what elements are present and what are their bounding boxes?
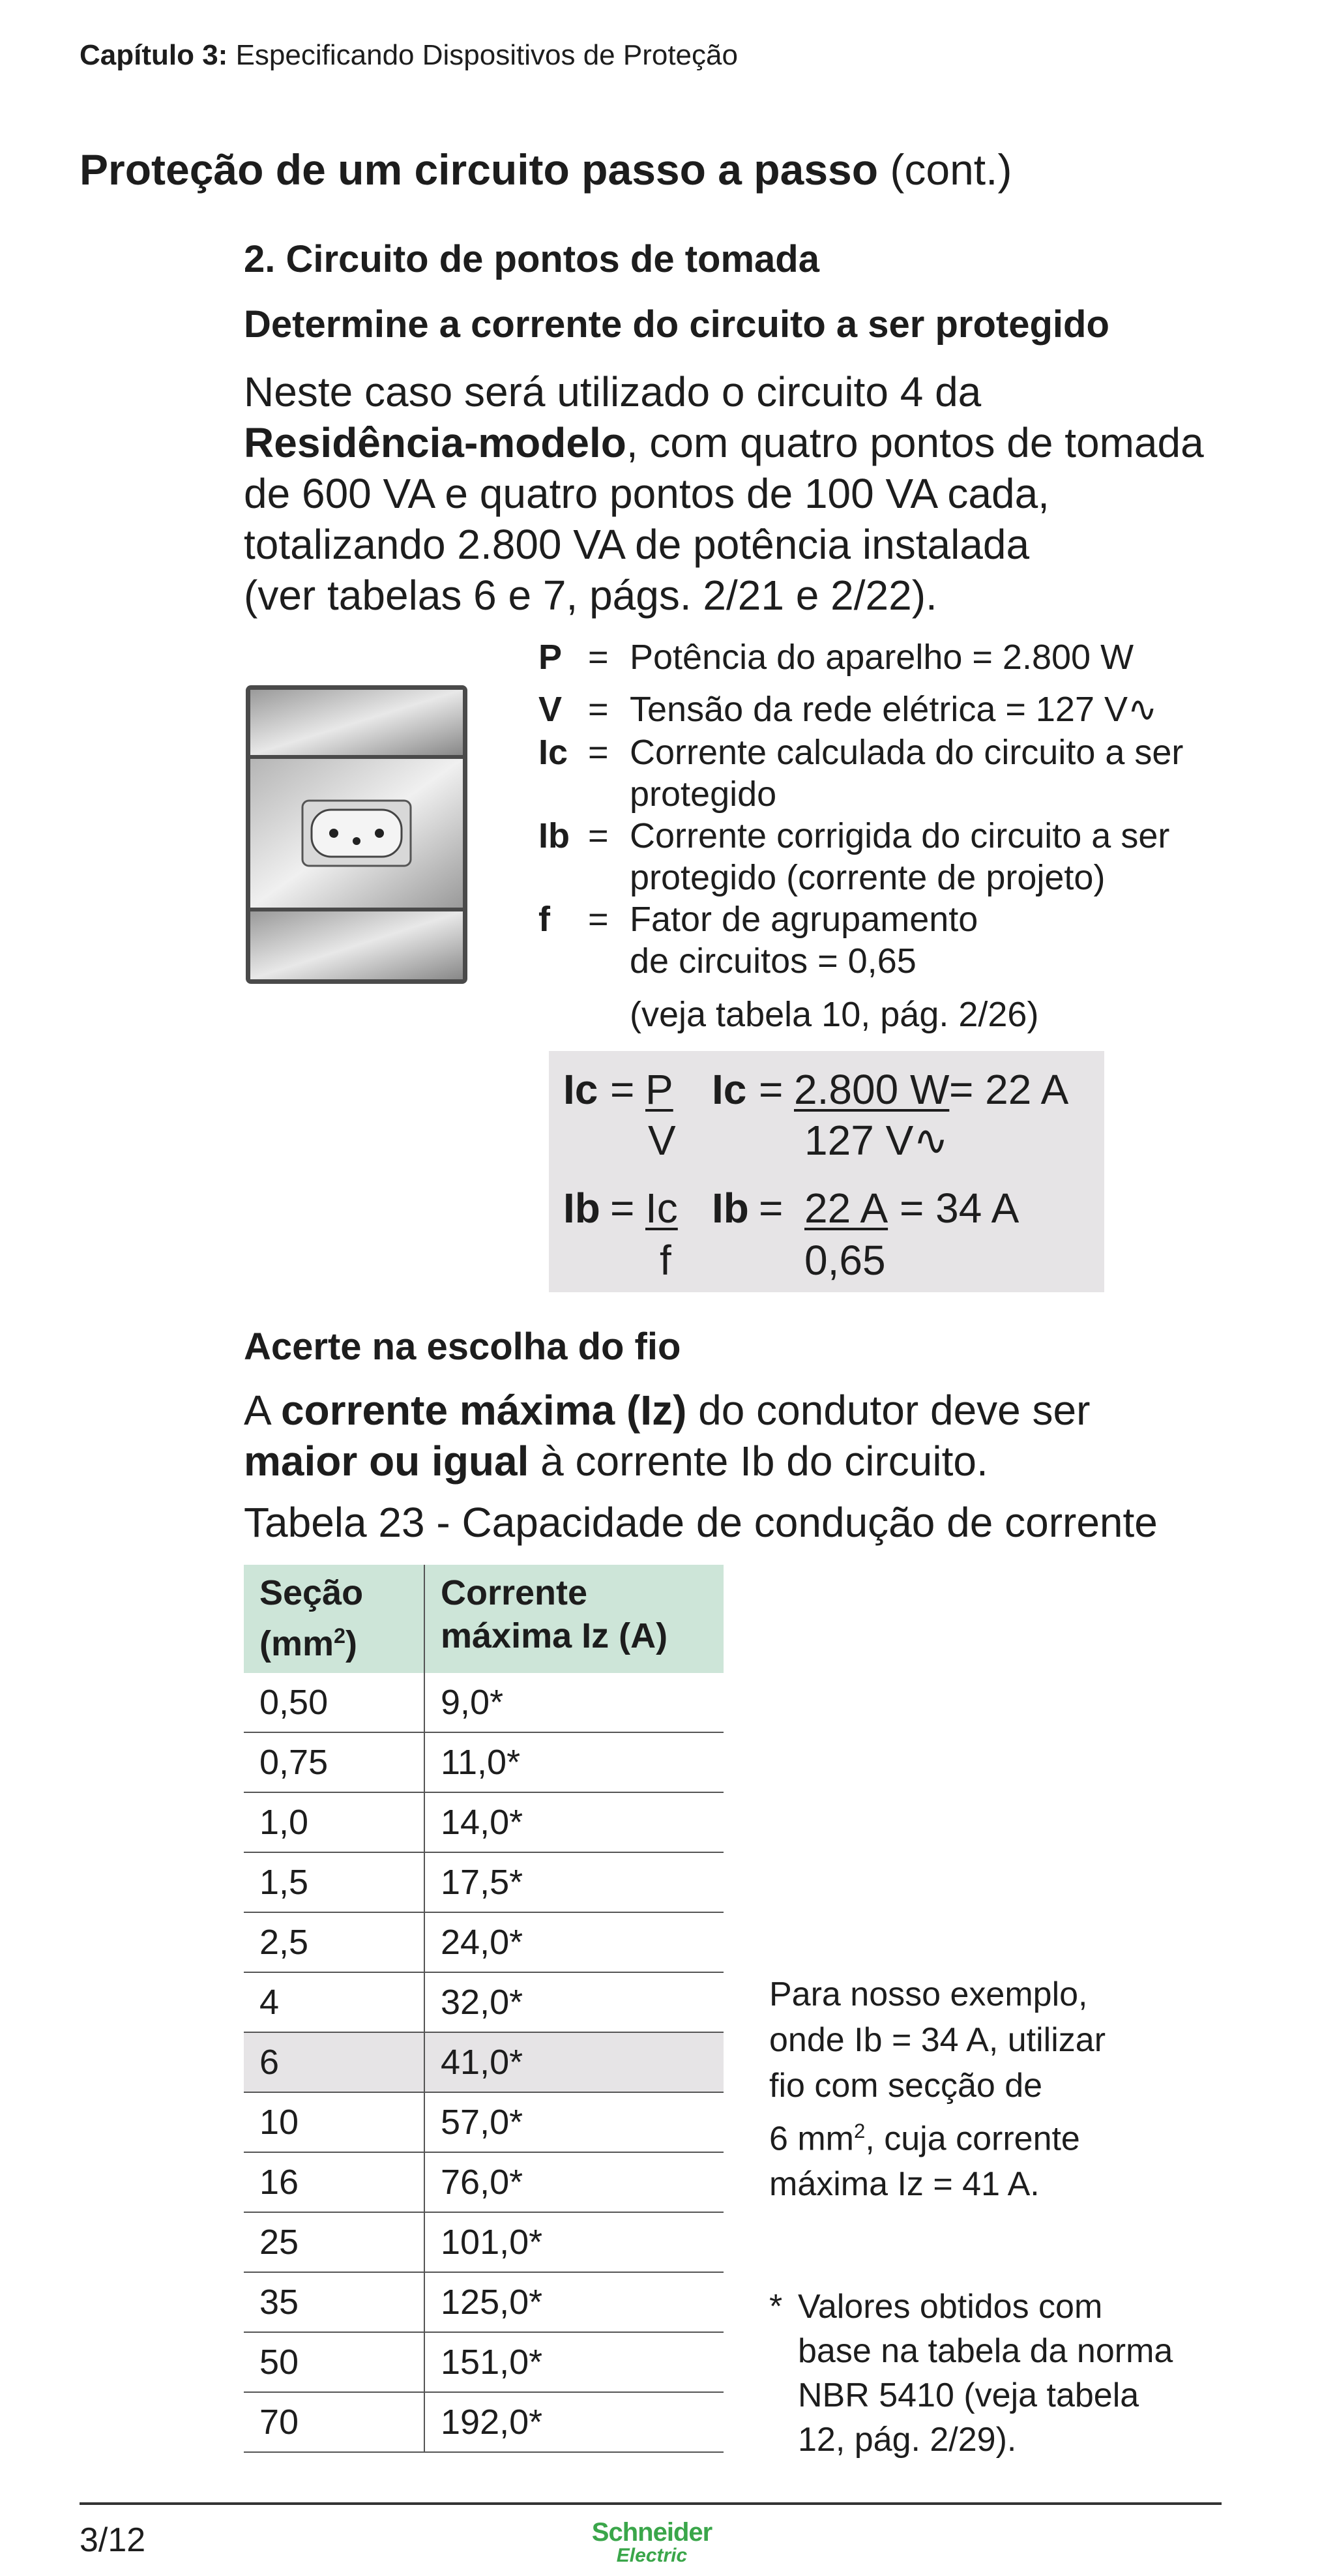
- table-row: [244, 2212, 724, 2272]
- note-line: [769, 2109, 1186, 2161]
- section-subheading: Determine a corrente do circuito a ser protegido: [244, 303, 1109, 346]
- formula-result: = 22 A: [949, 1066, 1069, 1113]
- formula-result: = 34 A: [900, 1185, 1020, 1232]
- footnote-line: NBR 5410 (veja tabela: [798, 2376, 1139, 2414]
- formula-symbol: Ic: [712, 1066, 747, 1113]
- table-row: [244, 2152, 724, 2212]
- table-row: [244, 1792, 724, 1852]
- max-current-text: corrente máxima (Iz): [280, 1387, 687, 1434]
- intro-line-3: de 600 VA e quatro pontos de 100 VA cada,: [244, 470, 1049, 517]
- cell-max-current: 101,0*: [424, 2212, 724, 2272]
- footnote-star: *: [769, 2288, 783, 2326]
- formula-denominator: V: [648, 1117, 676, 1164]
- formula-equals: =: [759, 1066, 784, 1113]
- logo-line-2: Electric: [616, 2545, 688, 2566]
- table-row: [244, 2092, 724, 2152]
- cell-max-current: 17,5*: [424, 1852, 724, 1912]
- header-text: ): [345, 1624, 358, 1663]
- page-title: [80, 145, 1012, 194]
- title-suffix: (cont.): [890, 145, 1012, 194]
- intro-line-2-rest: , com quatro pontos de tomada: [626, 419, 1204, 466]
- def-text: Tensão da rede elétrica = 127 V∿: [630, 690, 1158, 729]
- formula-numerator: Ic: [645, 1185, 678, 1232]
- def-symbol: P: [538, 638, 563, 677]
- def-equals: =: [588, 900, 609, 939]
- cell-max-current: 9,0*: [424, 1673, 724, 1732]
- cell-section: 70: [244, 2392, 424, 2452]
- formula-denominator: 0,65: [804, 1237, 886, 1284]
- schneider-logo: [574, 2518, 730, 2570]
- def-symbol: V: [538, 690, 563, 729]
- def-text: de circuitos = 0,65: [630, 941, 917, 981]
- header-line: Corrente: [441, 1573, 588, 1612]
- table-body: [244, 1673, 724, 2452]
- formula-numerator: P: [645, 1066, 673, 1113]
- formula-denominator: 127 V∿: [804, 1117, 948, 1164]
- formula-box: [549, 1051, 1104, 1292]
- wire-heading: Acerte na escolha do fio: [244, 1325, 681, 1368]
- def-text: (veja tabela 10, pág. 2/26): [630, 995, 1039, 1034]
- current-capacity-table: [244, 1565, 724, 2453]
- table-row: [244, 2272, 724, 2332]
- outlet-image: [244, 683, 469, 986]
- wire-paragraph: [244, 1385, 1090, 1487]
- header-line: [259, 1614, 408, 1665]
- table-row: [244, 2392, 724, 2452]
- formula-denominator: f: [660, 1237, 671, 1284]
- formula-symbol: Ib: [563, 1185, 600, 1232]
- intro-line-4: totalizando 2.800 VA de potência instalada: [244, 521, 1030, 568]
- def-symbol: f: [538, 900, 550, 939]
- def-equals: =: [588, 638, 609, 677]
- def-text: Corrente calculada do circuito a ser: [630, 733, 1184, 772]
- formula-symbol: Ib: [712, 1185, 749, 1232]
- formula-numerator: 22 A: [804, 1185, 888, 1232]
- footnote: [769, 2285, 1225, 2462]
- table-row: [244, 2332, 724, 2392]
- wire-text: A: [244, 1387, 281, 1434]
- superscript: 2: [334, 1624, 346, 1648]
- note-line: Para nosso exemplo,: [769, 1976, 1088, 2013]
- cell-section: 16: [244, 2152, 424, 2212]
- def-symbol: Ib: [538, 816, 570, 855]
- footer-rule: [80, 2502, 1222, 2505]
- page-number: 3/12: [80, 2521, 146, 2559]
- note-text: 6 mm: [769, 2120, 854, 2158]
- cell-max-current: 125,0*: [424, 2272, 724, 2332]
- chapter-label: Capítulo 3:: [80, 39, 228, 71]
- cell-max-current: 41,0*: [424, 2032, 724, 2092]
- cell-max-current: 14,0*: [424, 1792, 724, 1852]
- example-note: [769, 1972, 1186, 2207]
- formula-numerator: 2.800 W: [794, 1066, 950, 1113]
- logo-line-1: Schneider: [591, 2518, 712, 2547]
- formula-symbol: Ic: [563, 1066, 598, 1113]
- chapter-subject: Especificando Dispositivos de Proteção: [235, 39, 738, 71]
- intro-paragraph: [244, 366, 1204, 621]
- cell-section: 6: [244, 2032, 424, 2092]
- column-header-current: [424, 1565, 724, 1673]
- footnote-line: Valores obtidos com: [798, 2288, 1103, 2326]
- superscript: 2: [854, 2120, 866, 2142]
- cell-max-current: 11,0*: [424, 1732, 724, 1792]
- section-heading: 2. Circuito de pontos de tomada: [244, 238, 819, 280]
- wire-text: à corrente Ib do circuito.: [529, 1438, 988, 1485]
- column-header-section: [244, 1565, 424, 1673]
- note-line: onde Ib = 34 A, utilizar: [769, 2021, 1106, 2059]
- residence-model-text: Residência-modelo: [244, 419, 626, 466]
- intro-line-2: [244, 417, 1204, 468]
- def-text: Fator de agrupamento: [630, 900, 978, 939]
- table-caption: Tabela 23 - Capacidade de condução de corrente: [244, 1499, 1158, 1546]
- cell-section: 10: [244, 2092, 424, 2152]
- title-main: Proteção de um circuito passo a passo: [80, 145, 879, 194]
- cell-section: 0,50: [244, 1673, 424, 1732]
- table-header-row: [244, 1565, 724, 1673]
- table-row: [244, 1972, 724, 2032]
- cell-max-current: 151,0*: [424, 2332, 724, 2392]
- wire-text: do condutor deve ser: [686, 1387, 1091, 1434]
- footnote-line: 12, pág. 2/29).: [798, 2421, 1017, 2459]
- note-text: , cuja corrente: [865, 2120, 1080, 2158]
- wire-line-2: [244, 1436, 1090, 1487]
- def-text: Potência do aparelho = 2.800 W: [630, 638, 1134, 677]
- cell-section: 4: [244, 1972, 424, 2032]
- cell-section: 35: [244, 2272, 424, 2332]
- def-equals: =: [588, 690, 609, 729]
- table-row: [244, 1732, 724, 1792]
- intro-line-1: Neste caso será utilizado o circuito 4 da: [244, 368, 982, 415]
- greater-equal-text: maior ou igual: [244, 1438, 529, 1485]
- header-line: Seção: [259, 1573, 364, 1612]
- header-line: máxima Iz (A): [441, 1616, 668, 1655]
- table-row: [244, 1673, 724, 1732]
- formula-equals: =: [759, 1185, 784, 1232]
- cell-section: 50: [244, 2332, 424, 2392]
- cell-section: 25: [244, 2212, 424, 2272]
- intro-line-5: (ver tabelas 6 e 7, págs. 2/21 e 2/22).: [244, 572, 937, 619]
- cell-max-current: 192,0*: [424, 2392, 724, 2452]
- def-symbol: Ic: [538, 733, 568, 772]
- def-text: protegido (corrente de projeto): [630, 858, 1106, 897]
- wire-line-1: [244, 1385, 1090, 1436]
- formula-equals: =: [610, 1185, 635, 1232]
- def-text: protegido: [630, 775, 777, 814]
- cell-max-current: 32,0*: [424, 1972, 724, 2032]
- table-row: [244, 1852, 724, 1912]
- note-line: fio com secção de: [769, 2067, 1043, 2105]
- table-row: [244, 1912, 724, 1972]
- cell-section: 2,5: [244, 1912, 424, 1972]
- chapter-header: [80, 39, 738, 72]
- header-text: (mm: [259, 1624, 334, 1663]
- def-equals: =: [588, 816, 609, 855]
- footnote-line: base na tabela da norma: [798, 2332, 1173, 2370]
- cell-max-current: 57,0*: [424, 2092, 724, 2152]
- formula-equals: =: [610, 1066, 635, 1113]
- table-row: [244, 2032, 724, 2092]
- cell-section: 1,5: [244, 1852, 424, 1912]
- note-line: máxima Iz = 41 A.: [769, 2165, 1040, 2204]
- def-equals: =: [588, 733, 609, 772]
- def-text: Corrente corrigida do circuito a ser: [630, 816, 1170, 855]
- cell-max-current: 76,0*: [424, 2152, 724, 2212]
- cell-max-current: 24,0*: [424, 1912, 724, 1972]
- cell-section: 0,75: [244, 1732, 424, 1792]
- cell-section: 1,0: [244, 1792, 424, 1852]
